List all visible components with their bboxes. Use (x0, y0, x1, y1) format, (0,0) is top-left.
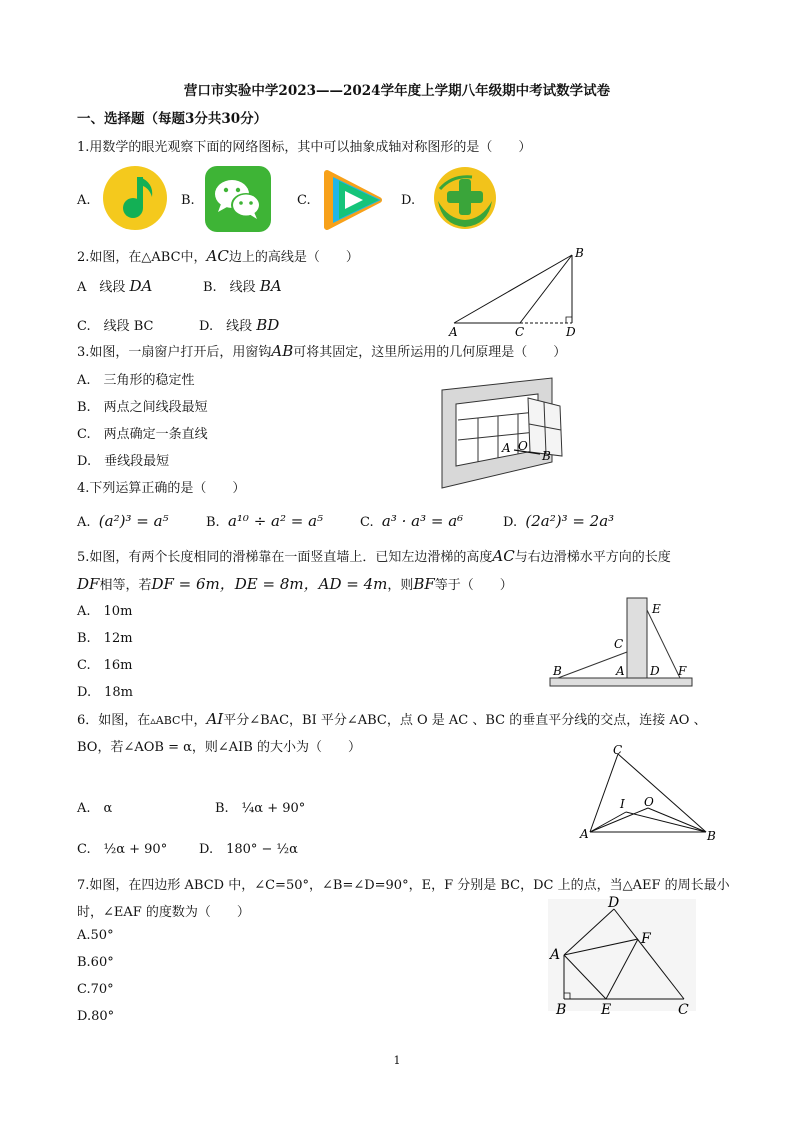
q3-option-c: C. 两点确定一条直线 (77, 427, 208, 442)
q7-option-c: C.70° (77, 982, 114, 997)
q4-option-c-label: C. (360, 515, 374, 530)
q3-label-o: O (518, 439, 528, 453)
q6-option-d: D. 180° − ½α (199, 842, 298, 857)
q6-line1 (77, 709, 707, 728)
q2-option-b (203, 276, 282, 295)
q6-line1-math: AI (206, 710, 224, 728)
q7-label-b: B (556, 1002, 567, 1018)
q3-option-d: D. 垂线段最短 (77, 454, 170, 469)
q6-line1-triangle: ▵ABC (150, 714, 181, 727)
q4-option-d-expr: (2a²)³ = 2a³ (525, 512, 615, 530)
q5-line1-a: 5.如图，有两个长度相同的滑梯靠在一面竖直墙上．已知左边滑梯的高度 (77, 550, 493, 565)
q4-option-a-expr: (a²)³ = a⁵ (98, 512, 169, 530)
q5-option-b: B. 12m (77, 631, 133, 646)
q5-label-a: A (616, 664, 625, 678)
q4-option-a-label: A. (77, 515, 91, 530)
video-app-icon (321, 169, 385, 231)
q3-label-a: A (502, 441, 511, 455)
q5-option-c: C. 16m (77, 658, 133, 673)
q5-line1-b: 与右边滑梯水平方向的长度 (514, 550, 671, 565)
q1-option-c-label: C. (297, 193, 311, 208)
exam-title: 营口市实验中学2023——2024学年度上学期八年级期中考试数学试卷 (183, 83, 611, 99)
q7-option-d: D.80° (77, 1009, 115, 1024)
q7-label-d: D (608, 895, 620, 911)
q6-line1-c: 平分∠BAC，BI 平分∠ABC，点 O 是 AC 、BC 的垂直平分线的交点，连接 AO 、 (223, 713, 707, 728)
q5-label-b: B (553, 664, 562, 678)
q2-option-a (77, 276, 152, 295)
q7-label-f: F (641, 931, 651, 947)
q6-label-b: B (707, 829, 716, 843)
q3-option-a: A. 三角形的稳定性 (77, 373, 195, 388)
section-heading: 一、选择题（每题3分共30分） (77, 111, 268, 127)
q4-option-c-expr: a³ · a³ = a⁶ (381, 512, 464, 530)
q5-label-e: E (652, 602, 661, 616)
q4-option-b-label: B. (206, 515, 220, 530)
page-number: 1 (393, 1054, 401, 1067)
q7-quadrilateral-figure (544, 895, 700, 1017)
q5-option-a: A. 10m (77, 604, 133, 619)
q2-stem (77, 246, 359, 265)
chat-app-icon (205, 166, 271, 232)
q1-option-a-label: A. (77, 193, 91, 208)
q2-label-c: C (515, 325, 525, 339)
q3-stem-a: 3.如图，一扇窗户打开后，用窗钩 (77, 345, 272, 360)
q4-option-d-label: D. (503, 515, 518, 530)
q3-label-b: B (542, 449, 551, 463)
q6-line1-a: 6．如图，在 (77, 713, 151, 728)
q3-stem (77, 341, 566, 360)
q7-label-a: A (550, 947, 561, 963)
q7-option-b: B.60° (77, 955, 114, 970)
q6-line2: BO，若∠AOB = α，则∠AIB 的大小为（ ） (77, 740, 361, 755)
q5-line2-c: 等于（ ） (434, 578, 513, 593)
q6-triangle-figure (578, 744, 718, 844)
q6-label-i: I (620, 797, 625, 811)
q2-label-a: A (449, 325, 458, 339)
q4-option-c (360, 512, 463, 530)
q5-line1 (77, 546, 671, 565)
q5-label-c: C (614, 637, 624, 651)
q2-option-d-math: BD (256, 316, 280, 334)
q6-option-c: C. ½α + 90° (77, 842, 168, 857)
q5-line2-b: ，则 (387, 578, 414, 593)
q5-line2-math2: BF (413, 575, 435, 593)
q4-option-b (206, 512, 323, 530)
q2-stem-math: AC (206, 247, 229, 265)
q2-label-d: D (566, 325, 576, 339)
q6-label-o: O (644, 795, 654, 809)
q2-stem-b: 边上的高线是（ ） (228, 250, 359, 265)
q2-option-a-math: DA (129, 277, 153, 295)
q5-line2-a: 相等，若 (99, 578, 152, 593)
q2-option-b-math: BA (259, 277, 282, 295)
q3-stem-b: 可将其固定，这里所运用的几何原理是（ ） (293, 345, 567, 360)
q4-stem: 4.下列运算正确的是（ ） (77, 481, 246, 496)
q6-line1-b: 中， (180, 713, 207, 728)
q2-label-b: B (575, 246, 584, 260)
q4-option-b-expr: a¹⁰ ÷ a² = a⁵ (227, 512, 324, 530)
q1-option-b-label: B. (181, 193, 195, 208)
q7-label-e: E (601, 1002, 612, 1018)
q3-window-figure (438, 376, 588, 490)
q5-label-f: F (678, 664, 687, 678)
q2-stem-a: 2.如图，在△ABC中， (77, 250, 207, 265)
q2-option-c: C. 线段 BC (77, 319, 154, 334)
q4-option-a (77, 512, 169, 530)
q2-option-d-text: D. 线段 (199, 319, 253, 334)
q3-stem-math: AB (271, 342, 294, 360)
q3-option-b: B. 两点之间线段最短 (77, 400, 208, 415)
q2-option-a-text: A 线段 (77, 280, 126, 295)
q5-label-d: D (650, 664, 660, 678)
q1-option-d-label: D. (401, 193, 416, 208)
q6-label-c: C (613, 743, 623, 757)
q6-option-b: B. ¼α + 90° (215, 801, 306, 816)
security-app-icon (432, 165, 498, 231)
q2-option-b-text: B. 线段 (203, 280, 256, 295)
q5-line2-math1: DF (77, 575, 100, 593)
q4-option-d (503, 512, 614, 530)
q7-label-c: C (678, 1002, 689, 1018)
q5-line2-equations: DF = 6m，DE = 8m，AD = 4m (151, 575, 388, 593)
q6-option-a: A. α (77, 801, 113, 816)
q7-line1: 7.如图，在四边形 ABCD 中，∠C=50°，∠B=∠D=90°，E，F 分别是 BC，DC 上的点，当△AEF 的周长最小 (77, 878, 730, 893)
q7-line2: 时，∠EAF 的度数为（ ） (77, 905, 250, 920)
q5-option-d: D. 18m (77, 685, 133, 700)
q5-line1-math: AC (492, 547, 515, 565)
q5-slide-figure (548, 596, 698, 692)
q6-label-a: A (580, 827, 589, 841)
q7-option-a: A.50° (77, 928, 114, 943)
music-app-icon (102, 165, 168, 231)
q2-option-d (199, 315, 279, 334)
q1-stem: 1.用数学的眼光观察下面的网络图标，其中可以抽象成轴对称图形的是（ ） (77, 140, 532, 155)
q5-line2 (77, 573, 513, 594)
q2-triangle-figure (448, 246, 588, 340)
